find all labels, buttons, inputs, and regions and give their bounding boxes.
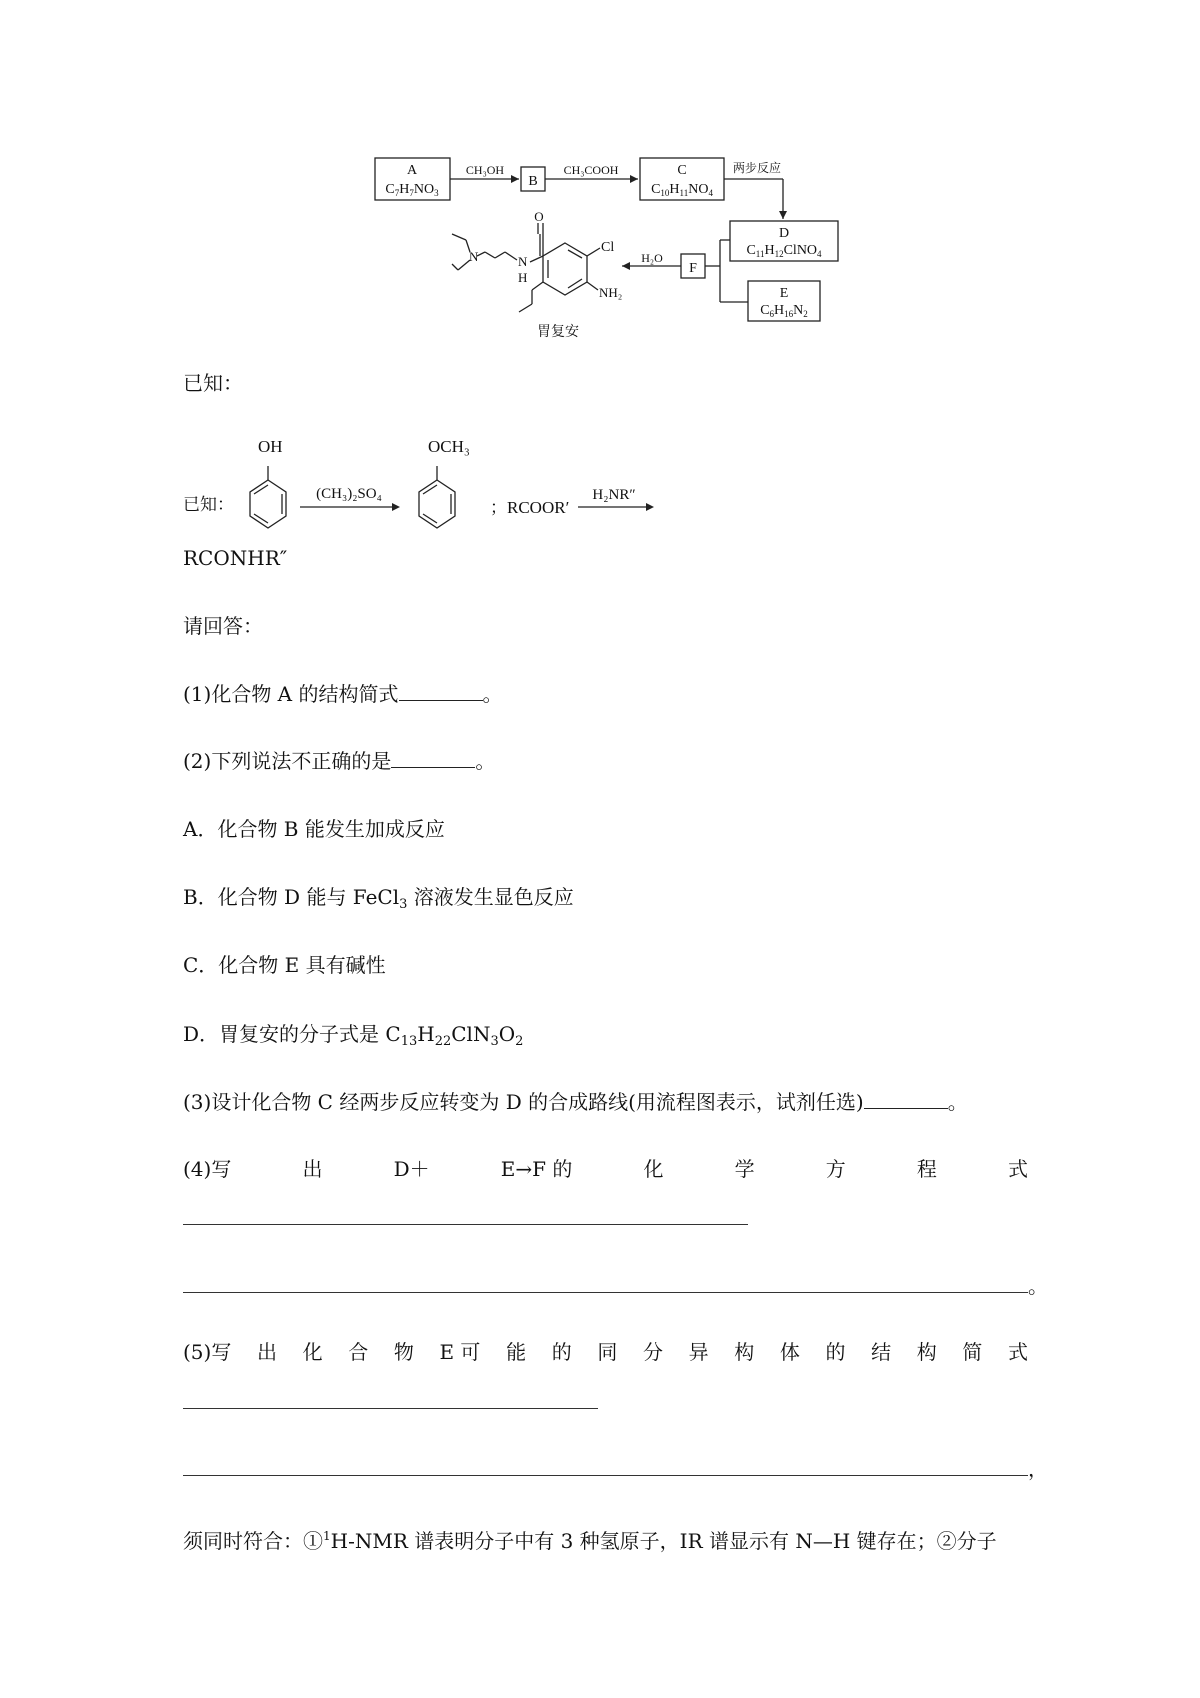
- answer-blank-3[interactable]: [864, 1090, 948, 1109]
- reagent-methanol: CH₃OH: [465, 163, 505, 177]
- option-B[interactable]: B．化合物 D 能与 FeCl$_3$ 溶液发生显色反应: [183, 885, 574, 912]
- label-A: A: [406, 163, 418, 178]
- phenol-ring: [250, 466, 286, 528]
- formula-C: $C_{10}H_{11}NO_4$: [651, 182, 713, 198]
- q4-end-mark: 。: [1028, 1274, 1048, 1298]
- conditions-text: 须同时符合：①$^1$H-NMR 谱表明分子中有 3 种氢原子，IR 谱显示有 N—H 键存在；②分子: [183, 1529, 997, 1553]
- amine-reagent: H₂NR″: [592, 487, 636, 503]
- option-A[interactable]: A．化合物 B 能发生加成反应: [183, 817, 445, 841]
- formula-D: $C_{11}H_{12}ClNO_4$: [746, 243, 822, 259]
- reagent-acetic-acid: CH₃COOH: [563, 163, 619, 177]
- answer-blank-2[interactable]: [391, 749, 475, 768]
- question-1: (1)化合物 A 的结构简式 。: [183, 682, 503, 706]
- question-2: (2)下列说法不正确的是 。: [183, 749, 496, 773]
- amide-product: RCONHR″: [183, 546, 288, 570]
- question-5: (5)写 出 化 合 物 E 可 能 的 同 分 异 构 体 的 结 构 简 式: [183, 1340, 1028, 1364]
- step-two-reactions: 两步反应: [732, 161, 782, 175]
- reagent-water: H₂O: [641, 251, 663, 265]
- answer-line-4b[interactable]: [183, 1292, 1028, 1293]
- label-D: D: [778, 226, 790, 241]
- anisole-OCH3: OCH₃: [428, 437, 470, 456]
- reagent-dimethyl-sulfate: (CH₃)₂SO₄: [316, 486, 382, 502]
- formula-E: $C_6H_{16}N_2$: [760, 303, 808, 319]
- known-heading: 已知：: [183, 371, 243, 395]
- option-D[interactable]: D．胃复安的分子式是 $C_{13}H_{22}ClN_3O_2$: [183, 1022, 524, 1049]
- question-4: (4)写 出 D＋ E→F 的 化 学 方 程 式: [183, 1157, 1028, 1181]
- product-name: 胃复安: [537, 324, 579, 340]
- atom-H-amide: H: [518, 270, 528, 285]
- answer-blank-1[interactable]: [399, 682, 483, 701]
- formula-A: $C_7H_7NO_3$: [385, 182, 439, 198]
- label-B: B: [528, 174, 538, 189]
- answer-line-5b[interactable]: [183, 1475, 1028, 1476]
- please-answer: 请回答：: [183, 614, 263, 638]
- answer-line-5a[interactable]: [183, 1408, 598, 1409]
- q5-end-mark: ，: [1028, 1457, 1048, 1481]
- anisole-ring: [419, 466, 455, 528]
- known-prefix: 已知：: [183, 495, 234, 515]
- label-C: C: [677, 163, 687, 178]
- atom-N-amide: N: [518, 254, 528, 269]
- atom-O-carbonyl: O: [534, 209, 544, 224]
- synthesis-scheme: [0, 0, 1200, 360]
- answer-line-4a[interactable]: [183, 1224, 748, 1225]
- known-reactions: [0, 430, 1200, 570]
- option-C[interactable]: C．化合物 E 具有碱性: [183, 953, 386, 977]
- atom-N-amine: N: [469, 249, 479, 264]
- question-3: (3)设计化合物 C 经两步反应转变为 D 的合成路线(用流程图表示，试剂任选) 。: [183, 1090, 968, 1114]
- ester-reactant: ；RCOOR′: [490, 498, 570, 517]
- label-F: F: [689, 261, 697, 276]
- phenol-OH: OH: [258, 437, 283, 456]
- label-E: E: [779, 286, 789, 301]
- atom-Cl: Cl: [601, 240, 615, 255]
- atom-NH2: NH₂: [599, 285, 623, 300]
